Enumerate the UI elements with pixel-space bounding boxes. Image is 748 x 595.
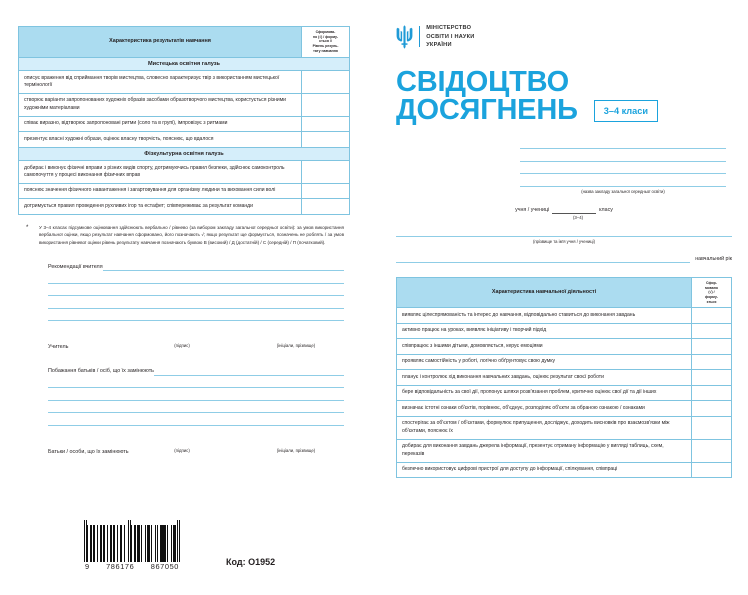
logo-divider: [419, 26, 420, 47]
ministry-line-1: МІНІСТЕРСТВО: [426, 25, 472, 31]
header-line-4: Рівень резуль-: [312, 44, 339, 49]
mark-cell[interactable]: [302, 183, 350, 199]
row-text: безпечно використовує цифрові пристрої для доступу до інформації, спілкування, співпраці: [397, 462, 692, 478]
header-formed: [692, 277, 732, 308]
section-header-art: [19, 57, 350, 70]
header-line-5: тату навчання: [313, 48, 338, 53]
row-text: планує і контролює хід виконання навчальних завдань, оцінює результат своєї роботи: [397, 370, 692, 386]
grade-badge: 3–4 класи: [594, 100, 658, 122]
barcode-bars: [84, 520, 180, 562]
write-line[interactable]: [48, 388, 344, 401]
mark-cell[interactable]: [692, 354, 732, 370]
signature-caption: (підпис): [174, 343, 190, 349]
pupil-caption: (прізвище та ім'я учня / учениці): [532, 238, 596, 244]
table-row: [19, 132, 350, 148]
ukraine-trident-icon: [396, 25, 413, 49]
row-text: співпрацює з іншими дітьми, домовляється, керує емоціями: [397, 339, 692, 355]
mark-cell[interactable]: [692, 401, 732, 417]
barcode-digit-group-1: 9: [85, 562, 90, 571]
product-code: Код: О1952: [226, 557, 276, 567]
table-row: [397, 385, 732, 401]
table-row: [397, 354, 732, 370]
table-row: [19, 93, 350, 116]
recommendations-label: Рекомендації вчителя: [48, 263, 103, 270]
pupil-prefix-label: учня / учениці: [515, 206, 550, 213]
class-number-input[interactable]: [552, 205, 596, 214]
row-text: проявляє самостійність у роботі, логічно обґрунтовує свою думку: [397, 354, 692, 370]
row-text: спостерігає за об'єктом / об'єктами, формулює припущення, досліджує, доходить висновків про взаємозв'язки між об'єктами, пояснює їх: [397, 416, 692, 439]
barcode-number: [84, 562, 180, 571]
mark-cell[interactable]: [302, 116, 350, 132]
footnote: [18, 224, 350, 246]
page-title: [396, 65, 578, 127]
title-area: [396, 65, 732, 127]
academic-year-label: навчальний рік: [695, 255, 732, 262]
row-text: пояснює значення фізичного навантаження і загартовування для організму людини та виховання сили волі: [19, 183, 302, 199]
parents-signature-field[interactable]: [134, 439, 230, 457]
teacher-initials-field[interactable]: [248, 334, 344, 352]
initials-caption: (ініціали, прізвище): [276, 447, 316, 453]
table-row: [19, 160, 350, 183]
header-line-3: (√) /: [708, 290, 715, 295]
signature-caption: (підпис): [174, 447, 190, 453]
write-line[interactable]: [103, 259, 344, 272]
header-line-5: ється: [706, 299, 717, 304]
parents-wishes-block: [18, 363, 350, 457]
write-line[interactable]: [48, 271, 344, 284]
section-header-pe: [19, 147, 350, 160]
header-line-1: Сфор-: [706, 280, 717, 285]
table-row: [19, 116, 350, 132]
row-text: описує враження від сприймання творів мистецтва, словесно характеризує твір з використанням мистецької термінології: [19, 70, 302, 93]
ministry-name: [426, 24, 474, 50]
barcode: [84, 520, 180, 571]
mark-cell[interactable]: [302, 93, 350, 116]
parents-label: Батьки / особи, що їх замінюють: [48, 448, 129, 455]
parents-wishes-label: Побажання батьків / осіб, що їх замінюють: [48, 368, 154, 375]
write-line[interactable]: [48, 284, 344, 297]
write-line[interactable]: [48, 413, 344, 426]
header-line-1: Сформова-: [315, 30, 336, 34]
row-text: добирає і виконує фізичні вправи з різних видів спорту, дотримуючись правил безпеки, здійснює самоконтроль самопочуття у процесі виконання фізичних вправ: [19, 160, 302, 183]
mark-cell[interactable]: [692, 416, 732, 439]
row-text: співає виразно, відтворює запропоновані ритми (соло та в групі), імпровізує з ритмами: [19, 116, 302, 132]
title-line-2: ДОСЯГНЕНЬ: [396, 94, 578, 127]
section-title: Мистецька освітня галузь: [19, 57, 350, 70]
header-activity-characteristics: Характеристика навчальної діяльності: [397, 277, 692, 308]
row-text: виявляє цілеспрямованість та інтерес до навчання, відповідально ставиться до виконання завдань: [397, 308, 692, 324]
mark-cell[interactable]: [692, 439, 732, 462]
school-name-field[interactable]: [520, 137, 726, 194]
teacher-signature-field[interactable]: [134, 334, 230, 352]
school-caption: (назва закладу загальної середньої освіти): [581, 188, 665, 194]
right-page: [374, 0, 748, 595]
table-row: [19, 70, 350, 93]
table-row: [397, 323, 732, 339]
ministry-line-3: УКРАЇНИ: [426, 42, 452, 49]
mark-cell[interactable]: [692, 323, 732, 339]
row-text: дотримується правил проведення рухливих ігор та естафет; співпереживає за результат команди: [19, 199, 302, 215]
parents-initials-field[interactable]: [248, 439, 344, 457]
teacher-recommendations-block: [18, 259, 350, 353]
pupil-suffix-label: класу: [599, 206, 613, 213]
title-line-1: СВІДОЦТВО: [396, 65, 570, 98]
mark-cell[interactable]: [692, 308, 732, 324]
parents-wishes-first-line: [48, 363, 344, 376]
table-row: [397, 339, 732, 355]
teacher-label: Учитель: [48, 344, 69, 351]
table-row: [397, 416, 732, 439]
barcode-area: [84, 520, 275, 571]
grade-hint: (3–4): [572, 214, 584, 220]
row-text: бере відповідальність за свої дії, пропонує шляхи розв'язання проблем, критично оцінює свої дії та дії інших: [397, 385, 692, 401]
header-line-3: ється //: [319, 39, 332, 44]
barcode-digit-group-3: 867050: [150, 562, 179, 571]
mark-cell[interactable]: [302, 70, 350, 93]
header-line-2: мовано: [705, 285, 718, 290]
write-line[interactable]: [48, 401, 344, 414]
barcode-digit-group-2: 786176: [106, 562, 135, 571]
academic-year-row: [396, 252, 732, 263]
parents-signature-row: [48, 439, 344, 457]
write-line[interactable]: [48, 376, 344, 389]
activity-table-wrap: [396, 277, 732, 478]
ministry-logo: [396, 24, 732, 50]
initials-caption: (ініціали, прізвище): [276, 343, 316, 349]
table-row: [19, 199, 350, 215]
row-text: визначає істотні ознаки об'єктів, порівнює, об'єднує, розподіляє об'єкти за обраною ознакою / ознаками: [397, 401, 692, 417]
mark-cell[interactable]: [302, 132, 350, 148]
mark-cell[interactable]: [302, 160, 350, 183]
table-row: [397, 370, 732, 386]
pupil-name-input[interactable]: [396, 226, 732, 237]
header-line-2: но (√) / форму-: [312, 34, 339, 39]
mark-cell[interactable]: [692, 385, 732, 401]
header-formed-level: [302, 27, 350, 58]
table-row: [397, 308, 732, 324]
teacher-signature-row: [48, 334, 344, 352]
write-line[interactable]: [520, 162, 726, 175]
header-characteristics: Характеристика результатів навчання: [19, 27, 302, 58]
write-line[interactable]: [154, 363, 344, 376]
row-text: добирає для виконання завдань джерела інформації, презентує отриману інформацію у вигляді таблиць, схем, переказів: [397, 439, 692, 462]
learning-activity-table: [396, 277, 732, 478]
write-line[interactable]: [520, 149, 726, 162]
write-line[interactable]: [48, 309, 344, 322]
section-title: Фізкультурна освітня галузь: [19, 147, 350, 160]
table-row: [19, 183, 350, 199]
write-line[interactable]: [520, 137, 726, 150]
footnote-marker: *: [26, 224, 29, 231]
footnote-text: У 3–4 класах підсумкове оцінювання здійснюють вербально / рівнево (за вибором закладу загальної середньої освіти): за умов використання вербальної оцінки, якщо результат навчання сформовано, його позначають √; якщо результат ще формується, позначень не роблять / за умов використання рівневої оцінки рівень результату навчання позначають буквою В (високий) / Д (достатній) / С (середній) / П (початковий).: [39, 224, 344, 245]
table-header-row: [19, 27, 350, 58]
mark-cell[interactable]: [692, 462, 732, 478]
row-text: активно працює на уроках, виявляє ініціативу і творчий підхід: [397, 323, 692, 339]
row-text: створює варіанти запропонованих художніх образів засобами образотворчого мистецтва, користується різними художніми матеріалами: [19, 93, 302, 116]
learning-results-table: [18, 26, 350, 215]
ministry-line-2: ОСВІТИ І НАУКИ: [426, 33, 475, 40]
row-text: презентує власні художні образи, оцінює власну творчість, пояснює, що вдалося: [19, 132, 302, 148]
mark-cell[interactable]: [692, 339, 732, 355]
table-row: [397, 439, 732, 462]
table-row: [397, 462, 732, 478]
pupil-class-row: [396, 205, 732, 214]
write-line[interactable]: [520, 174, 726, 187]
mark-cell[interactable]: [692, 370, 732, 386]
header-line-4: форму-: [705, 294, 718, 299]
academic-year-input[interactable]: [396, 252, 690, 263]
write-line[interactable]: [48, 296, 344, 309]
table-row: [397, 401, 732, 417]
mark-cell[interactable]: [302, 199, 350, 215]
recommendations-first-line: [48, 259, 344, 272]
table-header-row: [397, 277, 732, 308]
